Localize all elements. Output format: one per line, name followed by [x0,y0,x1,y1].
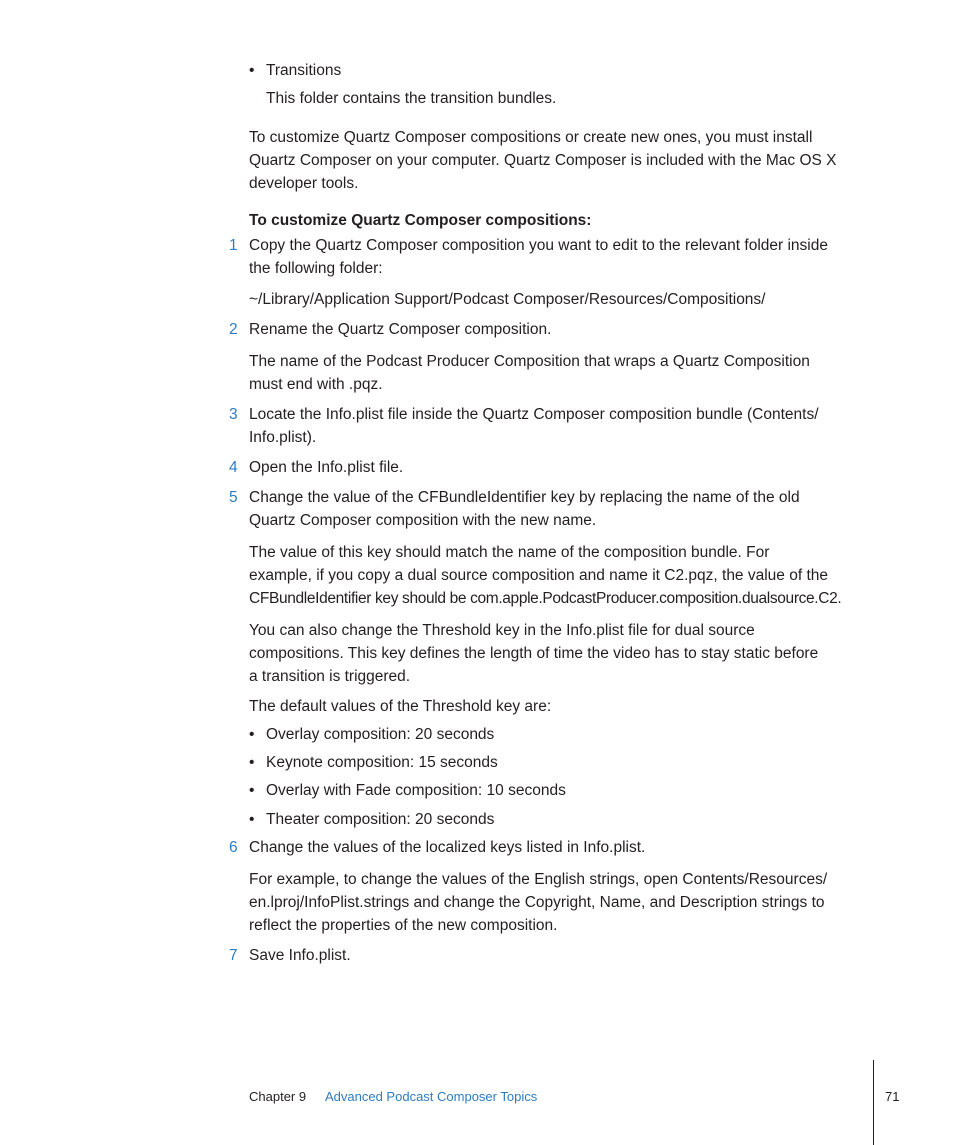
step-3-line: Info.plist). [249,429,317,446]
step-number: 6 [229,839,238,856]
bullet-transitions-label: Transitions [266,62,342,79]
bullet: • [249,62,255,79]
step-2-note: must end with .pqz. [249,376,383,393]
intro-line: developer tools. [249,175,359,192]
step-2-note: The name of the Podcast Producer Composition that wraps a Quartz Composition [249,353,810,370]
threshold-default-item: Theater composition: 20 seconds [266,811,495,828]
bullet: • [249,726,255,743]
procedure-heading: To customize Quartz Composer compositions: [249,212,592,229]
step-6-note: en.lproj/InfoPlist.strings and change the Copyright, Name, and Description strings to [249,894,825,911]
step-1-line: the following folder: [249,260,383,277]
step-2-line: Rename the Quartz Composer composition. [249,321,552,338]
step-1-path: ~/Library/Application Support/Podcast Composer/Resources/Compositions/ [249,291,766,308]
step-5-note: The value of this key should match the name of the composition bundle. For [249,544,770,561]
threshold-default-item: Overlay with Fade composition: 10 seconds [266,782,566,799]
bullet-transitions-desc: This folder contains the transition bundles. [266,90,557,107]
step-6-note: For example, to change the values of the English strings, open Contents/Resources/ [249,871,828,888]
step-5-note: You can also change the Threshold key in the Info.plist file for dual source [249,622,755,639]
step-5-line: Change the value of the CFBundleIdentifier key by replacing the name of the old [249,489,800,506]
page-number: 71 [885,1089,900,1104]
bullet: • [249,811,255,828]
footer-chapter: Chapter 9 [249,1089,307,1104]
step-6-note: reflect the properties of the new composition. [249,917,558,934]
step-5-note: compositions. This key defines the length of time the video has to stay static before [249,645,819,662]
step-number: 4 [229,459,238,476]
step-7-line: Save Info.plist. [249,947,351,964]
step-3-line: Locate the Info.plist file inside the Quartz Composer composition bundle (Contents/ [249,406,819,423]
footer-chapter-title: Advanced Podcast Composer Topics [325,1089,538,1104]
step-number: 2 [229,321,238,338]
footer-divider [873,1060,874,1145]
threshold-defaults-intro: The default values of the Threshold key are: [249,698,552,715]
step-1-line: Copy the Quartz Composer composition you want to edit to the relevant folder inside [249,237,828,254]
intro-line: To customize Quartz Composer compositions or create new ones, you must install [249,129,813,146]
step-5-note: a transition is triggered. [249,668,411,685]
step-5-line: Quartz Composer composition with the new name. [249,512,597,529]
bullet: • [249,782,255,799]
step-6-line: Change the values of the localized keys listed in Info.plist. [249,839,646,856]
bullet: • [249,754,255,771]
threshold-default-item: Overlay composition: 20 seconds [266,726,495,743]
step-number: 3 [229,406,238,423]
step-5-note: CFBundleIdentifier key should be com.apple.PodcastProducer.composition.dualsource.C2. [249,590,842,607]
intro-line: Quartz Composer on your computer. Quartz Composer is included with the Mac OS X [249,152,837,169]
step-number: 5 [229,489,238,506]
step-4-line: Open the Info.plist file. [249,459,404,476]
threshold-default-item: Keynote composition: 15 seconds [266,754,498,771]
step-number: 7 [229,947,238,964]
step-number: 1 [229,237,238,254]
step-5-note: example, if you copy a dual source composition and name it C2.pqz, the value of the [249,567,829,584]
